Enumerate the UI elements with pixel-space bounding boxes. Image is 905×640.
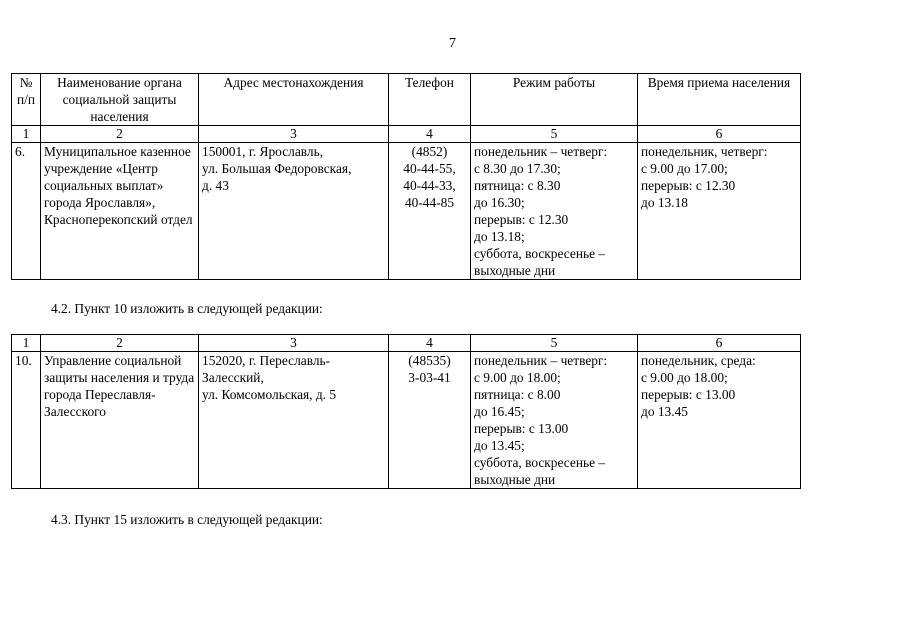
col-number: 4	[389, 126, 471, 143]
col-number: 2	[41, 126, 199, 143]
paragraph-4-3: 4.3. Пункт 15 изложить в следующей редакции:	[51, 512, 323, 527]
row-phone: (48535) 3-03-41	[389, 352, 471, 489]
header-phone: Телефон	[389, 74, 471, 126]
column-number-row	[12, 126, 801, 143]
header-name: Наименование органа социальной защиты населения	[41, 74, 199, 126]
col-number: 1	[12, 126, 41, 143]
table-header-row	[12, 74, 801, 126]
header-no: № п/п	[12, 74, 41, 126]
row-schedule: понедельник – четверг: с 8.30 до 17.30; пятница: с 8.30 до 16.30; перерыв: с 12.30 до 13.18; суббота, воскресенье – выходные дни	[471, 143, 638, 280]
row-name: Муниципальное казенное учреждение «Центр социальных выплат» города Ярославля», Красноперекопский отдел	[41, 143, 199, 280]
header-reception: Время приема населения	[638, 74, 801, 126]
table-row	[12, 143, 801, 280]
col-number: 3	[199, 126, 389, 143]
col-number: 6	[638, 335, 801, 352]
row-phone: (4852) 40-44-55, 40-44-33, 40-44-85	[389, 143, 471, 280]
column-number-row	[12, 335, 801, 352]
col-number: 5	[471, 335, 638, 352]
col-number: 2	[41, 335, 199, 352]
col-number: 5	[471, 126, 638, 143]
institutions-table-2	[11, 334, 801, 489]
col-number: 6	[638, 126, 801, 143]
table-row	[12, 352, 801, 489]
header-address: Адрес местонахождения	[199, 74, 389, 126]
row-reception: понедельник, среда: с 9.00 до 18.00; перерыв: с 13.00 до 13.45	[638, 352, 801, 489]
paragraph-4-2: 4.2. Пункт 10 изложить в следующей редакции:	[51, 301, 323, 316]
row-no: 6.	[12, 143, 41, 280]
row-schedule: понедельник – четверг: с 9.00 до 18.00; пятница: с 8.00 до 16.45; перерыв: с 13.00 до 13.45; суббота, воскресенье – выходные дни	[471, 352, 638, 489]
row-name: Управление социальной защиты населения и труда города Переславля-Залесского	[41, 352, 199, 489]
header-schedule: Режим работы	[471, 74, 638, 126]
page-number: 7	[449, 36, 456, 51]
row-address: 152020, г. Переславль- Залесский, ул. Комсомольская, д. 5	[199, 352, 389, 489]
row-address: 150001, г. Ярославль, ул. Большая Федоровская, д. 43	[199, 143, 389, 280]
row-reception: понедельник, четверг: с 9.00 до 17.00; перерыв: с 12.30 до 13.18	[638, 143, 801, 280]
row-no: 10.	[12, 352, 41, 489]
col-number: 1	[12, 335, 41, 352]
col-number: 3	[199, 335, 389, 352]
institutions-table-1	[11, 73, 801, 280]
col-number: 4	[389, 335, 471, 352]
